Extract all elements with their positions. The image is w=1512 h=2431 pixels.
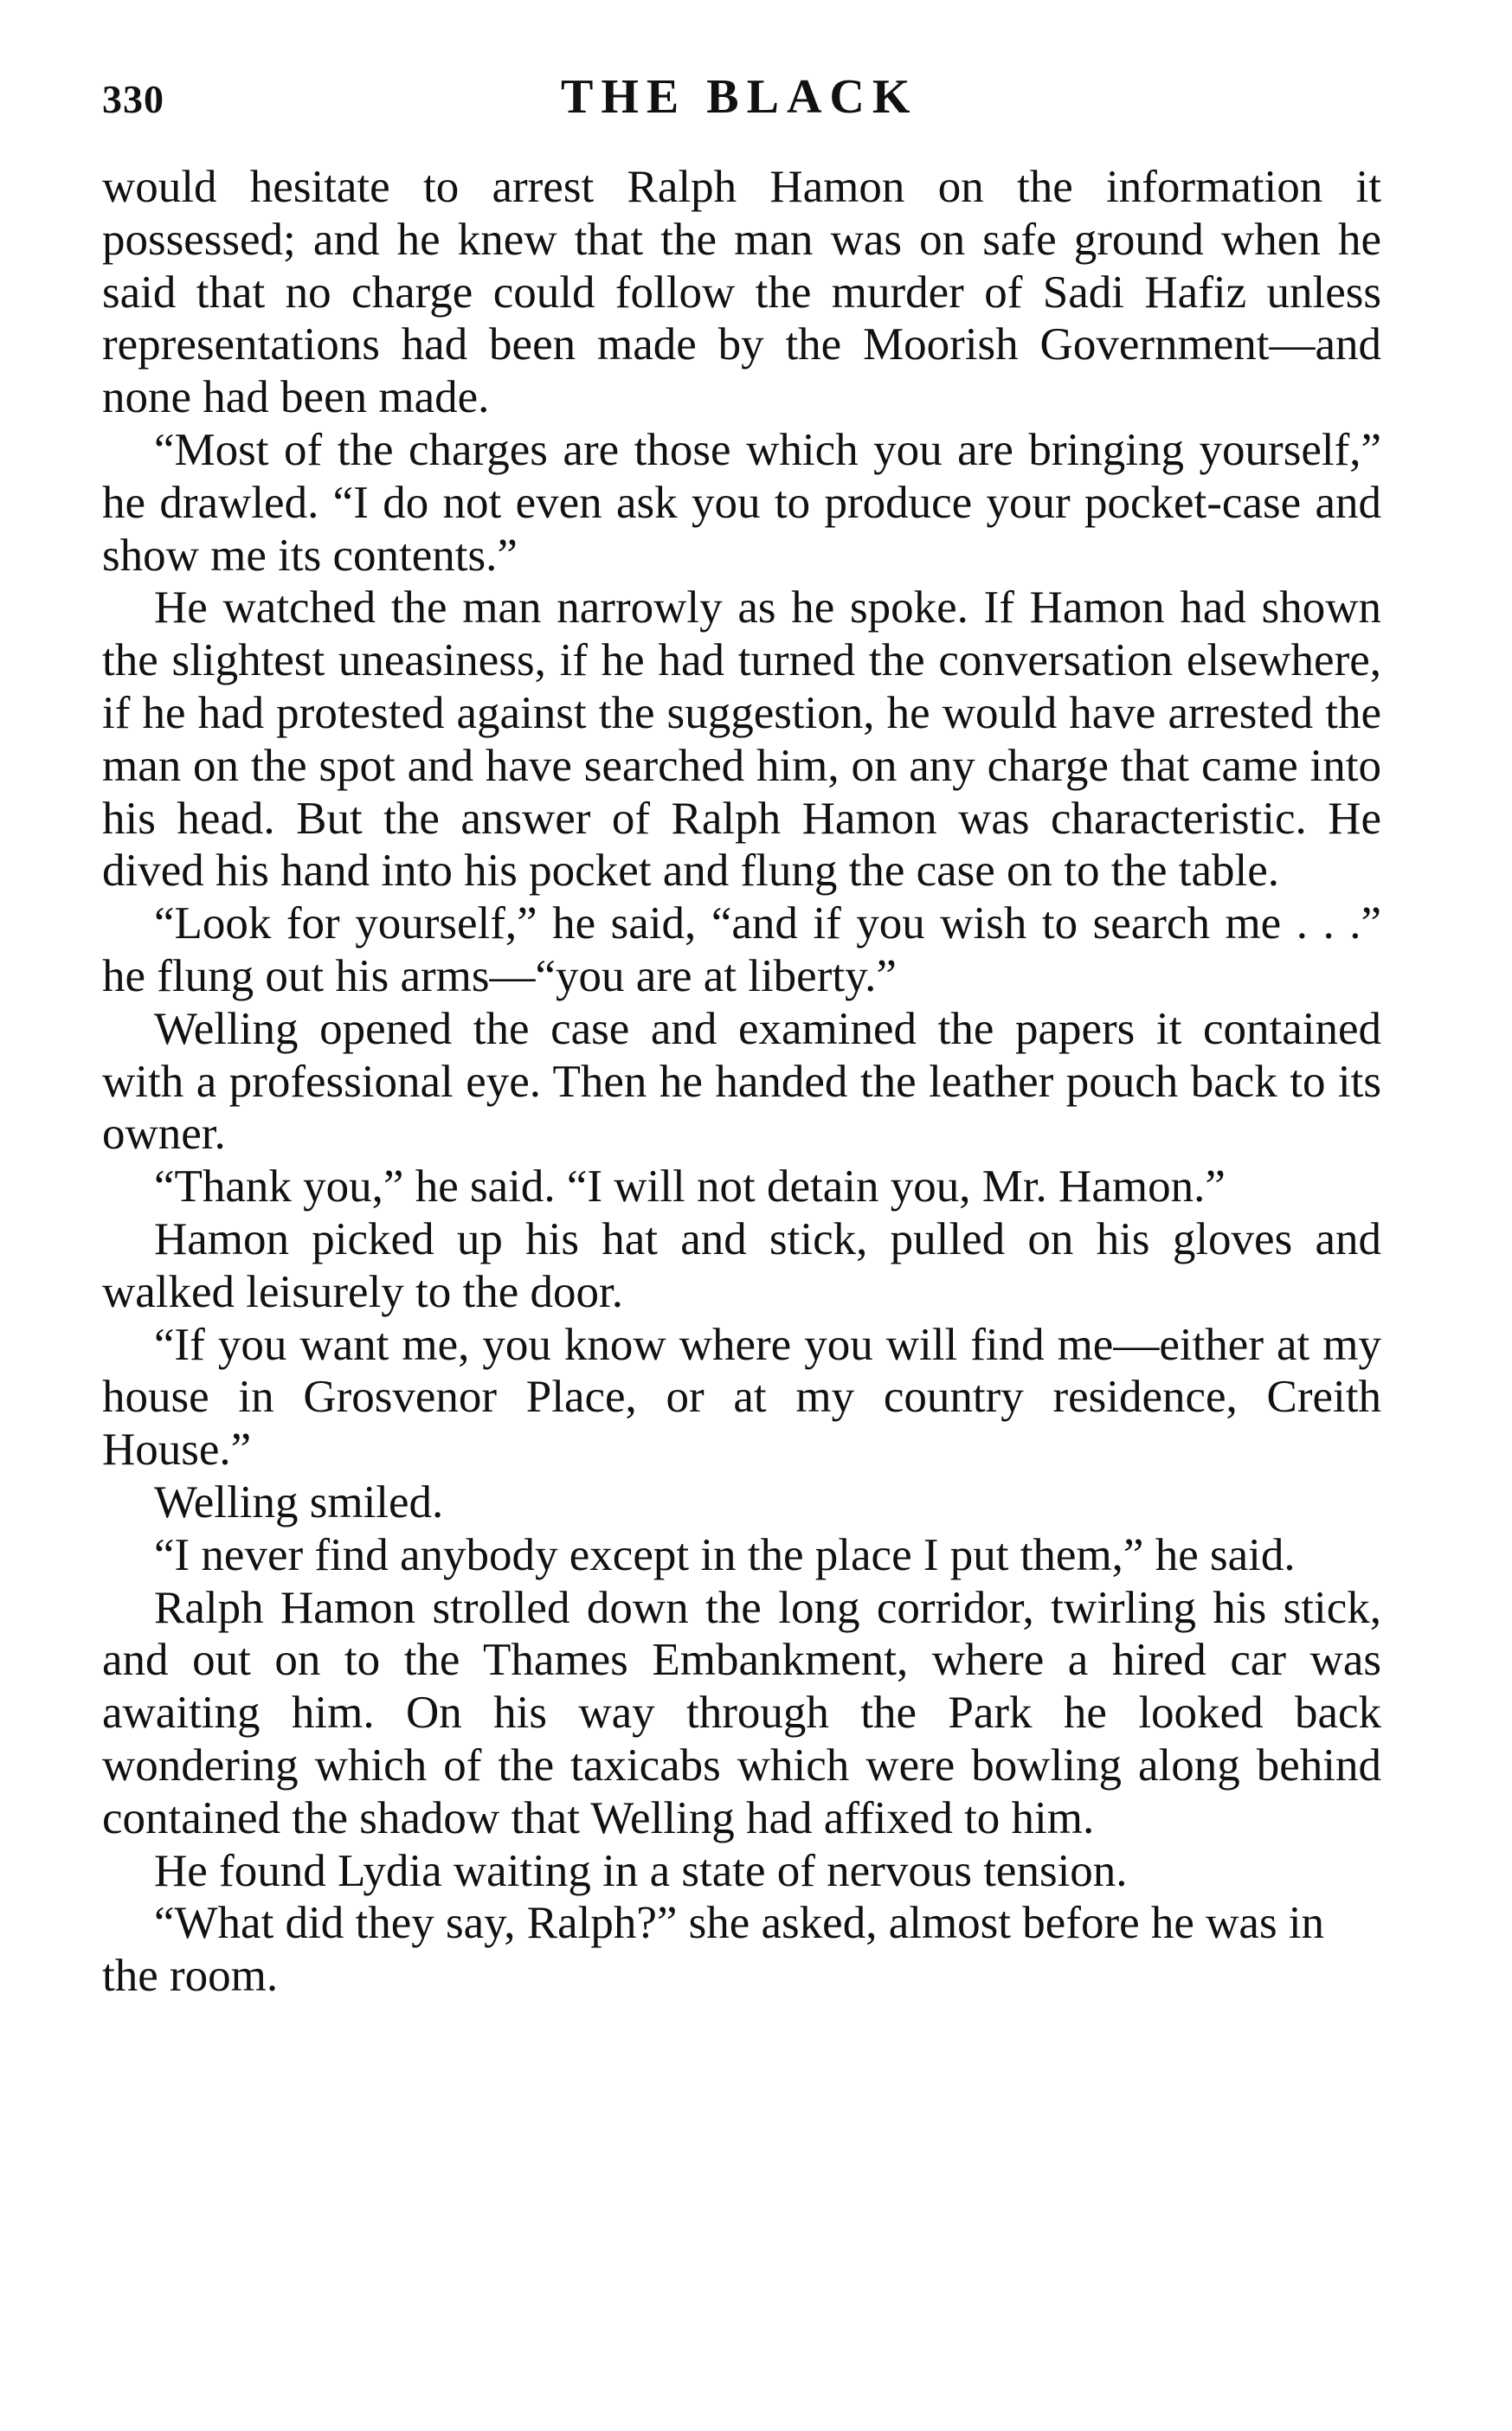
paragraph: “What did they say, Ralph?” she asked, almost before he was in the room. [102,1898,1325,2002]
paragraph: “Thank you,” he said. “I will not detain you, Mr. Hamon.” [154,1161,1226,1212]
paragraph: Ralph Hamon strolled down the long corridor, twirling his stick, and out on to the Thames Embankment, where a hired car was awaiting him. On his way through the Park he looked back wondering which of the taxicabs which were bowling along behind contained the shadow that Welling had affixed to him. [102,1582,1381,1843]
paragraph: would hesitate to arrest Ralph Hamon on the information it possessed; and he knew that the man was on safe ground when he said that no charge could follow the murder of Sadi Hafiz unless representations had been made by the Moorish Government—and none had been made. [102,162,1381,423]
paragraph: He watched the man narrowly as he spoke. If Hamon had shown the slightest uneasiness, if he had turned the conversation elsewhere, if he had protested against the suggestion, he would have arrested the man on the spot and have searched him, on any charge that came into his head. But the answer of Ralph Hamon was characteristic. He dived his hand into his pocket and flung the case on to the table. [102,582,1381,897]
paragraph: Welling opened the case and examined the papers it contained with a professional eye. Then he handed the leather pouch back to its owner. [102,1003,1381,1160]
body-text [102,161,1381,2003]
paragraph: “If you want me, you know where you will find me—either at my house in Grosvenor Place, or at my country residence, Creith House.” [102,1319,1381,1476]
paragraph: Hamon picked up his hat and stick, pulled on his gloves and walked leisurely to the door. [102,1213,1381,1317]
paragraph: “I never find anybody except in the place I put them,” he said. [154,1529,1296,1580]
paragraph: “Most of the charges are those which you are bringing yourself,” he drawled. “I do not even ask you to produce your pocket-case and show me its contents.” [102,424,1381,581]
paragraph: He found Lydia waiting in a state of nervous tension. [154,1845,1128,1896]
paragraph: “Look for yourself,” he said, “and if you wish to search me . . .” he flung out his arms—“you are at liberty.” [102,898,1381,1001]
running-head: THE BLACK [561,70,918,124]
page-header [102,69,1383,138]
page-number: 330 [102,77,164,121]
paragraph: Welling smiled. [154,1476,444,1527]
